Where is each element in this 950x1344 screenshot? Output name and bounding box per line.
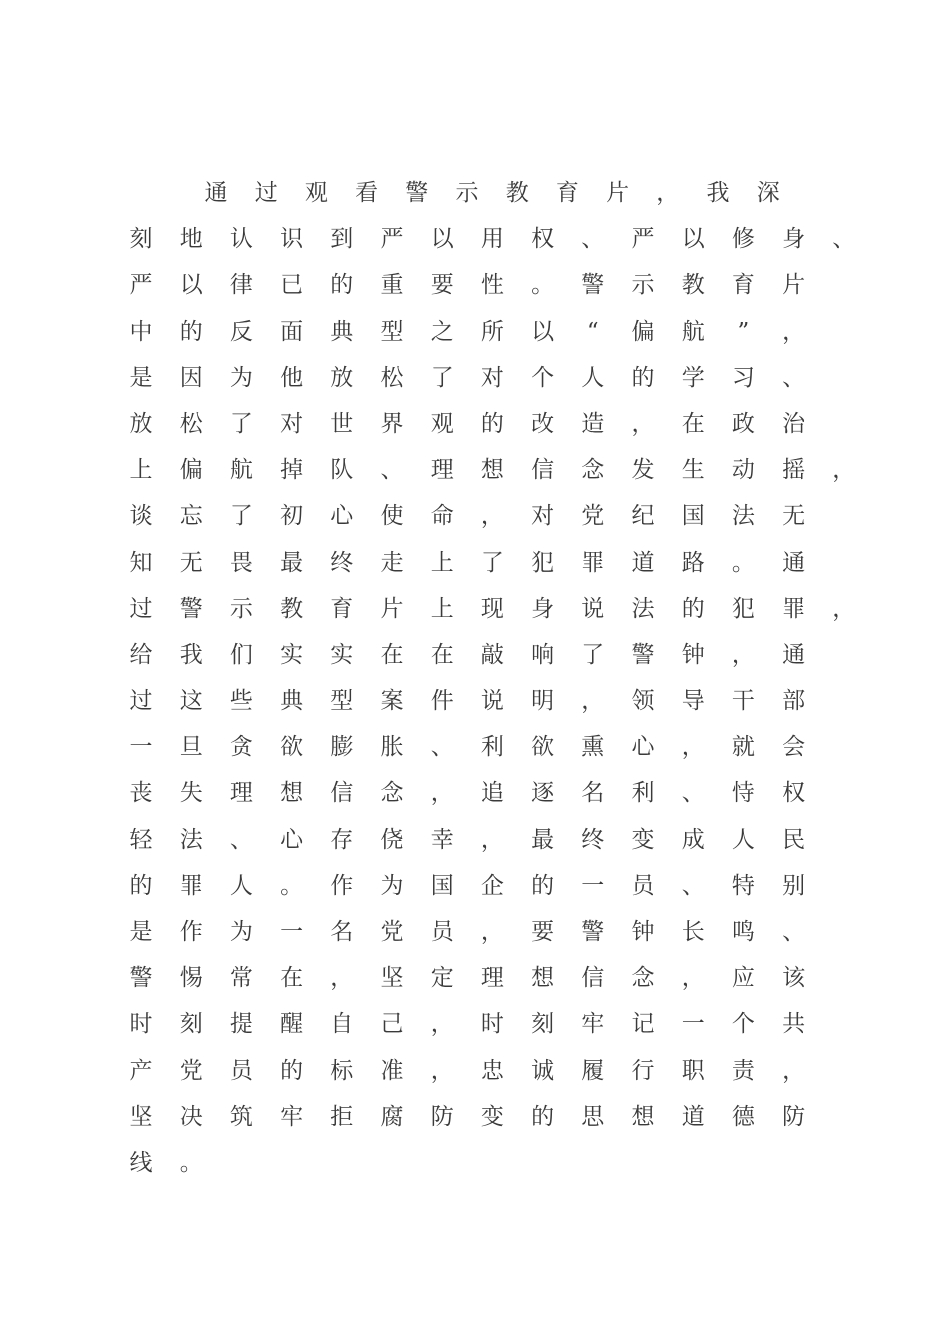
text-char: 给 [129, 641, 153, 668]
text-char: 在 [380, 641, 404, 668]
text-char: 敲 [480, 641, 504, 668]
text-char: 常 [229, 965, 253, 992]
text-char: 失 [179, 780, 203, 807]
text-char: 民 [782, 826, 806, 853]
text-char: 履 [581, 1057, 605, 1084]
text-char: 通 [782, 641, 806, 668]
text-char: 在 [280, 965, 304, 992]
text-char: 会 [782, 734, 806, 761]
text-char: 标 [330, 1057, 354, 1084]
text-char: 面 [280, 318, 304, 345]
text-char: 幸 [430, 826, 454, 853]
text-char: 以 [531, 318, 555, 345]
text-char: 走 [380, 549, 404, 576]
text-char: 路 [681, 549, 705, 576]
text-char: 部 [782, 688, 806, 715]
text-char: 型 [330, 688, 354, 715]
text-char: 偏 [179, 457, 203, 484]
text-char: 员 [430, 919, 454, 945]
text-char: 筑 [229, 1103, 253, 1130]
text-char: 以 [430, 226, 454, 253]
text-char: 习 [731, 364, 755, 391]
text-char: 在 [430, 641, 454, 668]
text-char: 典 [330, 318, 354, 345]
text-char: 心 [280, 826, 304, 853]
text-char: 发 [631, 457, 655, 484]
text-char: 职 [681, 1057, 705, 1084]
text-char: 信 [531, 457, 555, 484]
text-char: 线 [129, 1149, 153, 1176]
text-char: 、 [229, 826, 253, 853]
text-char: 应 [731, 965, 755, 992]
text-char: 航 [681, 318, 705, 345]
text-char: 实 [330, 641, 354, 668]
text-char: 在 [681, 410, 705, 437]
text-char: 现 [480, 595, 504, 622]
text-char: 防 [430, 1103, 454, 1130]
text-char: 诚 [531, 1057, 555, 1084]
text-char: 利 [631, 780, 655, 807]
text-char: 名 [581, 780, 605, 807]
text-char: 、 [430, 734, 454, 761]
text-char: 名 [330, 919, 354, 945]
text-char: 用 [480, 226, 504, 253]
text-char: 行 [631, 1057, 655, 1084]
text-char: 防 [782, 1103, 806, 1130]
text-char: 一 [581, 872, 605, 899]
text-char: 片 [782, 272, 806, 299]
text-char: 心 [330, 503, 354, 530]
text-char: 念 [631, 965, 655, 992]
text-char: 牢 [280, 1103, 304, 1130]
text-char: 育 [731, 272, 755, 299]
text-char: 我 [179, 641, 203, 668]
text-char: 身 [782, 226, 806, 253]
text-char: 熏 [581, 734, 605, 761]
text-char: 党 [581, 503, 605, 530]
text-char: 企 [480, 872, 504, 899]
text-char: 的 [480, 410, 504, 437]
text-char: 造 [581, 410, 605, 437]
text-char: 示 [229, 595, 253, 622]
text-char: 权 [782, 780, 806, 807]
text-char: 理 [430, 457, 454, 484]
text-char: 一 [681, 1011, 705, 1038]
text-char: 胀 [380, 734, 404, 761]
text-char: 初 [280, 503, 304, 530]
text-char: 到 [330, 226, 354, 253]
text-char: 想 [480, 457, 504, 484]
text-char: 是 [129, 364, 153, 391]
text-char: 作 [179, 919, 203, 945]
text-char: 惕 [179, 965, 203, 992]
text-char: 钟 [681, 641, 705, 668]
text-char: 法 [179, 826, 203, 853]
text-char: 过 [254, 180, 278, 206]
text-char: 对 [531, 503, 555, 530]
text-char: 念 [581, 457, 605, 484]
text-char: 过 [129, 688, 153, 715]
text-char: 严 [129, 272, 153, 299]
text-char: 念 [380, 780, 404, 807]
text-char: 鸣 [731, 919, 755, 945]
text-char: 教 [681, 272, 705, 299]
text-char: 、 [782, 919, 806, 945]
text-char: 党 [179, 1057, 203, 1084]
text-char: 了 [480, 549, 504, 576]
text-char: 严 [631, 226, 655, 253]
text-char: 轻 [129, 826, 153, 853]
text-char: 员 [631, 872, 655, 899]
text-char: ， [330, 965, 354, 992]
text-char: 、 [832, 226, 856, 253]
text-char: 看 [355, 180, 379, 206]
text-char: 、 [681, 780, 705, 807]
text-char: 作 [330, 872, 354, 899]
text-char: 了 [430, 364, 454, 391]
text-char: 偏 [631, 318, 655, 345]
text-char: 共 [782, 1011, 806, 1038]
text-char: 贪 [229, 734, 253, 761]
text-char: 片 [606, 180, 630, 206]
text-char: 放 [330, 364, 354, 391]
text-char: 响 [531, 641, 555, 668]
text-char: ， [832, 457, 856, 484]
text-char: 地 [179, 226, 203, 253]
text-char: 坚 [380, 965, 404, 992]
text-char: 、 [782, 364, 806, 391]
text-char: 深 [756, 180, 780, 206]
text-char: 理 [480, 965, 504, 992]
text-char: 忠 [480, 1057, 504, 1084]
text-char: 知 [129, 549, 153, 576]
text-char: 。 [731, 549, 755, 576]
text-char: 畏 [229, 549, 253, 576]
text-char: 松 [380, 364, 404, 391]
text-char: 要 [531, 919, 555, 945]
text-char: ， [782, 1057, 806, 1084]
text-char: 律 [229, 272, 253, 299]
text-char: 的 [531, 872, 555, 899]
text-char: 是 [129, 919, 153, 945]
text-char: 恃 [731, 780, 755, 807]
text-char: 之 [430, 318, 454, 345]
text-char: ， [480, 503, 504, 530]
text-char: ， [631, 410, 655, 437]
text-char: 修 [731, 226, 755, 253]
text-char: 过 [129, 595, 153, 622]
text-char: 通 [782, 549, 806, 576]
text-char: 犯 [731, 595, 755, 622]
text-char: ， [681, 734, 705, 761]
text-char: 反 [229, 318, 253, 345]
text-char: 该 [782, 965, 806, 992]
text-char: 己 [380, 1011, 404, 1038]
text-char: 就 [731, 734, 755, 761]
text-char: 的 [129, 872, 153, 899]
text-char: 案 [380, 688, 404, 715]
text-char: 了 [229, 503, 253, 530]
text-char: 人 [229, 872, 253, 899]
text-char: 想 [531, 965, 555, 992]
text-char: 示 [631, 272, 655, 299]
text-char: 。 [531, 272, 555, 299]
text-char: ， [656, 180, 680, 206]
text-char: 信 [581, 965, 605, 992]
text-char: ， [782, 318, 806, 345]
text-char: 提 [229, 1011, 253, 1038]
text-char: 的 [179, 318, 203, 345]
text-char: 对 [480, 364, 504, 391]
text-char: 纪 [631, 503, 655, 530]
text-char: 身 [531, 595, 555, 622]
text-char: 的 [681, 595, 705, 622]
text-char: 观 [304, 180, 328, 206]
text-char: 。 [179, 1149, 203, 1176]
text-char: 使 [380, 503, 404, 530]
text-char: 的 [280, 1057, 304, 1084]
text-char: ， [430, 1011, 454, 1038]
text-char: 为 [229, 919, 253, 945]
text-char: 决 [179, 1103, 203, 1130]
text-char: 警 [581, 919, 605, 945]
text-char: 国 [430, 872, 454, 899]
text-char: ， [480, 919, 504, 945]
text-char: 理 [229, 780, 253, 807]
text-char: 摇 [782, 457, 806, 484]
text-char: 掉 [280, 457, 304, 484]
text-char: 为 [380, 872, 404, 899]
text-char: 腐 [380, 1103, 404, 1130]
text-char: 育 [330, 595, 354, 622]
text-char: 欲 [280, 734, 304, 761]
text-char: 膨 [330, 734, 354, 761]
text-char: 观 [430, 410, 454, 437]
text-char: 了 [581, 641, 605, 668]
text-char: 成 [681, 826, 705, 853]
text-char: 的 [631, 364, 655, 391]
text-char: 刻 [179, 1011, 203, 1038]
text-char: 导 [681, 688, 705, 715]
text-char: 、 [380, 457, 404, 484]
text-char: 牢 [581, 1011, 605, 1038]
text-char: 一 [280, 919, 304, 945]
text-char: 通 [204, 180, 228, 206]
text-char: 个 [531, 364, 555, 391]
text-char: 无 [179, 549, 203, 576]
text-char: 时 [480, 1011, 504, 1038]
text-char: 犯 [531, 549, 555, 576]
text-char: 上 [430, 549, 454, 576]
text-char: 记 [631, 1011, 655, 1038]
text-char: 忘 [179, 503, 203, 530]
text-char: 法 [631, 595, 655, 622]
text-char: 警 [405, 180, 429, 206]
text-char: 重 [380, 272, 404, 299]
text-char: 典 [280, 688, 304, 715]
text-char: 所 [480, 318, 504, 345]
text-char: 人 [581, 364, 605, 391]
text-char: 信 [330, 780, 354, 807]
text-char: 一 [129, 734, 153, 761]
text-char: 罪 [179, 872, 203, 899]
text-char: 员 [229, 1057, 253, 1084]
text-char: ， [480, 826, 504, 853]
text-char: 教 [505, 180, 529, 206]
text-char: 旦 [179, 734, 203, 761]
text-char: 实 [280, 641, 304, 668]
text-char: 道 [681, 1103, 705, 1130]
text-char: 罪 [782, 595, 806, 622]
text-char: 、 [581, 226, 605, 253]
text-char: 醒 [280, 1011, 304, 1038]
text-char: 因 [179, 364, 203, 391]
text-char: 别 [782, 872, 806, 899]
text-char: 这 [179, 688, 203, 715]
text-char: 责 [731, 1057, 755, 1084]
text-char: 逐 [531, 780, 555, 807]
text-char: 对 [280, 410, 304, 437]
text-char: 存 [330, 826, 354, 853]
text-char: ” [737, 318, 750, 345]
text-char: 警 [631, 641, 655, 668]
text-char: 航 [229, 457, 253, 484]
text-char: 了 [229, 410, 253, 437]
text-char: 为 [229, 364, 253, 391]
text-char: 准 [380, 1057, 404, 1084]
text-char: 以 [681, 226, 705, 253]
text-char: 示 [455, 180, 479, 206]
text-char: 动 [731, 457, 755, 484]
text-char: 明 [531, 688, 555, 715]
text-char: 谈 [129, 503, 153, 530]
text-char: 丧 [129, 780, 153, 807]
text-char: 权 [531, 226, 555, 253]
text-char: 自 [330, 1011, 354, 1038]
text-char: ， [430, 780, 454, 807]
text-char: 严 [380, 226, 404, 253]
text-char: 最 [531, 826, 555, 853]
text-char: 队 [330, 457, 354, 484]
text-char: 性 [480, 272, 504, 299]
text-char: ， [430, 1057, 454, 1084]
text-char: 中 [129, 318, 153, 345]
text-char: 追 [480, 780, 504, 807]
text-char: 的 [531, 1103, 555, 1130]
text-char: 刻 [531, 1011, 555, 1038]
text-char: 人 [731, 826, 755, 853]
text-char: 。 [280, 872, 304, 899]
text-char: 坚 [129, 1103, 153, 1130]
text-char: 党 [380, 919, 404, 945]
text-char: 变 [631, 826, 655, 853]
text-char: 罪 [581, 549, 605, 576]
text-char: 钟 [631, 919, 655, 945]
text-char: 要 [430, 272, 454, 299]
text-char: 以 [179, 272, 203, 299]
text-char: 型 [380, 318, 404, 345]
text-char: 治 [782, 410, 806, 437]
text-char: 些 [229, 688, 253, 715]
text-char: 他 [280, 364, 304, 391]
text-char: 特 [731, 872, 755, 899]
text-char: 想 [631, 1103, 655, 1130]
text-char: ， [832, 595, 856, 622]
text-char: 想 [280, 780, 304, 807]
text-char: 长 [681, 919, 705, 945]
text-char: 最 [280, 549, 304, 576]
text-char: 的 [330, 272, 354, 299]
text-char: 们 [229, 641, 253, 668]
text-char: 终 [330, 549, 354, 576]
text-char: ， [581, 688, 605, 715]
text-char: 认 [229, 226, 253, 253]
text-char: 心 [631, 734, 655, 761]
text-char: 警 [581, 272, 605, 299]
text-char: 警 [129, 965, 153, 992]
text-char: 上 [430, 595, 454, 622]
text-char: 松 [179, 410, 203, 437]
text-char: 变 [480, 1103, 504, 1130]
text-char: 放 [129, 410, 153, 437]
text-char: 干 [731, 688, 755, 715]
text-char: 说 [581, 595, 605, 622]
text-char: 识 [280, 226, 304, 253]
text-char: 无 [782, 503, 806, 530]
text-char: 定 [430, 965, 454, 992]
text-char: 法 [731, 503, 755, 530]
text-char: 道 [631, 549, 655, 576]
text-char: 德 [731, 1103, 755, 1130]
text-char: 警 [179, 595, 203, 622]
text-char: 欲 [531, 734, 555, 761]
text-char: 刻 [129, 226, 153, 253]
text-char: 改 [531, 410, 555, 437]
text-char: 学 [681, 364, 705, 391]
text-char: 产 [129, 1057, 153, 1084]
text-char: ， [681, 965, 705, 992]
text-char: 上 [129, 457, 153, 484]
text-char: 教 [280, 595, 304, 622]
text-char: 生 [681, 457, 705, 484]
text-char: 政 [731, 410, 755, 437]
text-char: 个 [731, 1011, 755, 1038]
text-char: 侥 [380, 826, 404, 853]
text-char: “ [586, 318, 599, 345]
text-char: 思 [581, 1103, 605, 1130]
text-char: 领 [631, 688, 655, 715]
text-char: 界 [380, 410, 404, 437]
text-char: 终 [581, 826, 605, 853]
text-char: 已 [280, 272, 304, 299]
text-char: 育 [555, 180, 579, 206]
text-char: 命 [430, 503, 454, 530]
text-char: 时 [129, 1011, 153, 1038]
text-char: 国 [681, 503, 705, 530]
text-char: 世 [330, 410, 354, 437]
text-char: 拒 [330, 1103, 354, 1130]
text-char: 片 [380, 595, 404, 622]
text-char: 、 [681, 872, 705, 899]
text-char: 我 [706, 180, 730, 206]
text-char: 利 [480, 734, 504, 761]
text-char: 件 [430, 688, 454, 715]
text-char: ， [731, 641, 755, 668]
text-char: 说 [480, 688, 504, 715]
